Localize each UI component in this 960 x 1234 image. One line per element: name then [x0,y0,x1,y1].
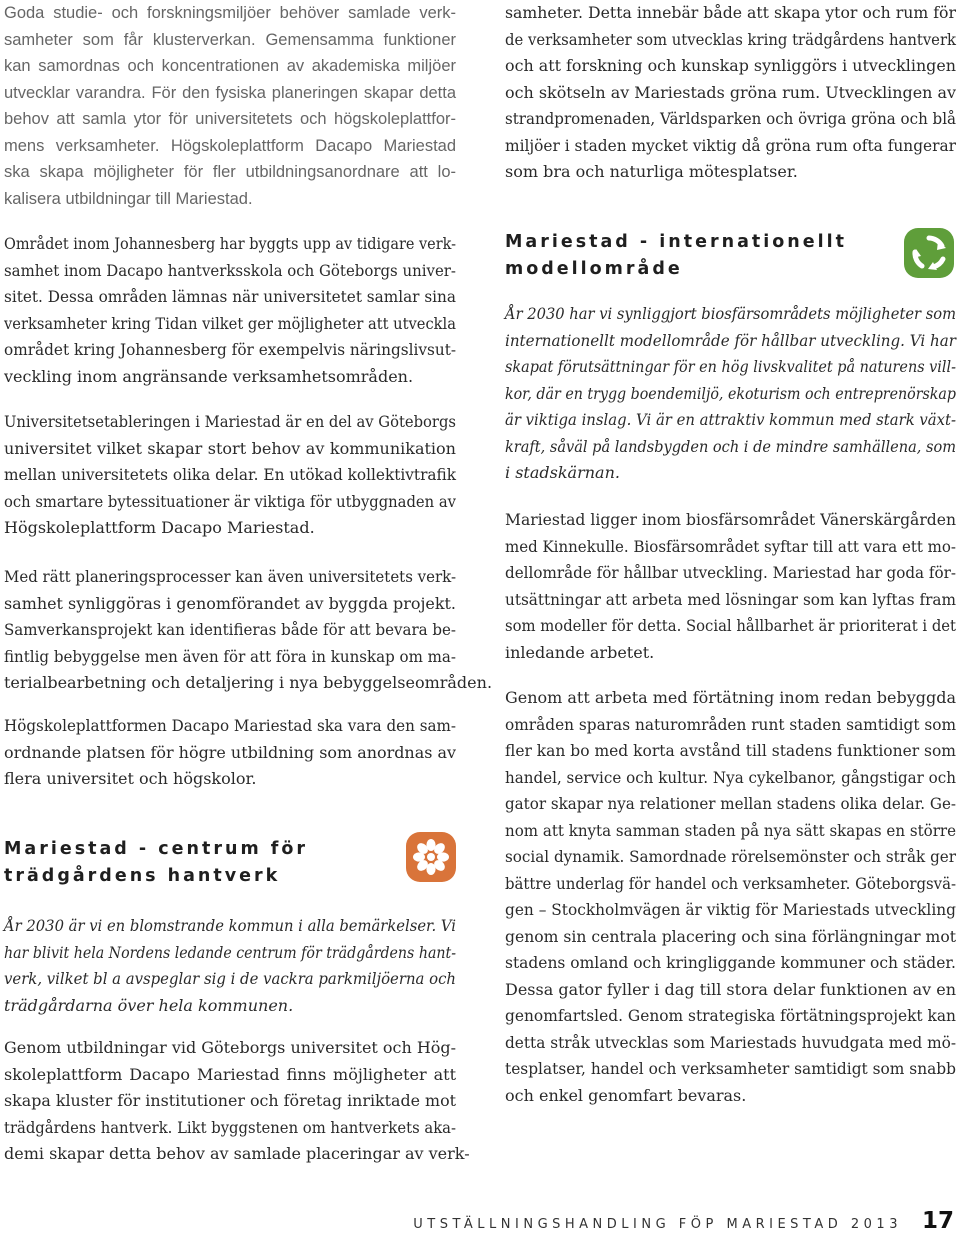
text-line: Samverkansprojekt kan identifieras både för att bevara be- [4,620,457,639]
text-line: samhet synliggöras i genomförandet av byggda projekt. [4,593,456,613]
text-line: Goda studie- och forskningsmiljöer behöver samlade verk- [4,4,457,22]
text-line: miljöer i staden mycket viktig då gröna rum ofta fungerar [505,135,956,155]
text-line: universitet vilket skapar stort behov av kommunikation [4,438,456,458]
paragraph-biosphere [505,507,956,666]
text-line: och smartare bytessituationer är viktiga för utbyggnaden av [4,491,456,511]
text-line: har blivit hela Nordens ledande centrum för trädgårdens hant- [4,942,457,962]
text-line: År 2030 har vi synliggjort biosfärsområdets möjligheter som [505,304,957,323]
vision-garden-crafts [4,913,456,1019]
text-line: dellområde för hållbar utveckling. Mariestad har goda för- [505,563,957,582]
text-line: ska skapa möjligheter för fler utbildningsanordnare att lo- [4,163,457,181]
text-line: utsättningar att arbeta med lösningar som kan lyftas fram [505,589,956,609]
text-line: nom att knyta samman staden på nya sätt skapas en större [505,820,957,840]
page-footer [413,1208,954,1234]
text-line: kan samordnas och koncentrationen av akademiska miljöer [4,57,456,75]
page-number: 17 [921,1208,954,1234]
text-line: mens verksamheter. Högskoleplattform Dacapo Mariestad [4,136,457,155]
text-line: flera universitet och högskolor. [4,769,257,788]
text-line: gen – Stockholmvägen är viktig för Mariestads utveckling [505,900,956,919]
text-line: Området inom Johannesberg har byggts upp av tidigare verk- [4,234,457,253]
text-line: och att forskning och kunskap synliggörs i utvecklingen [505,56,956,75]
text-line: samheter. Detta innebär både att skapa ytor och rum för [505,3,956,22]
text-line: trädgårdarna över hela kommunen. [4,995,294,1015]
text-line: kalisera utbildningar till Mariestad. [4,189,253,208]
text-line: och skötseln av Mariestads gröna rum. Utvecklingen av [505,82,957,102]
text-line: demi skapar detta behov av samlade placeringar av verk- [4,1144,470,1163]
heading-line: Mariestad - internationellt [505,232,847,252]
vision-model-area [505,301,956,487]
text-line: År 2030 är vi en blomstrande kommun i alla bemärkelser. Vi [4,916,456,935]
paragraph-clusters [4,0,456,212]
text-line: och enkel genomfart bevaras. [505,1085,747,1105]
heading-line: Mariestad - centrum för [4,839,309,859]
text-line: Med rätt planeringsprocesser kan även universitetets verk- [4,567,457,586]
text-line: samheter som får klusterverkan. Gemensamma funktioner [4,30,456,49]
text-line: fler kan bo med korta avstånd till stadens funktioner som [505,741,956,760]
text-line: terialbearbetning och detaljering i nya bebyggelseområden. [4,673,493,692]
text-line: Högskoleplattform Dacapo Mariestad. [4,518,315,537]
paragraph-densification [505,685,956,1109]
text-line: som bra och naturliga mötesplatser. [505,162,798,181]
text-line: fintlig bebyggelse men även för att föra in kunskap om ma- [4,646,456,666]
text-line: inledande arbetet. [505,642,655,662]
text-line: gator skapar nya relationer mellan stadens olika delar. Ge- [505,794,956,813]
recycle-icon [904,228,954,278]
paragraph-planning [4,564,493,697]
text-line: sitet. Dessa områden lämnas när universitetet samlar sina [4,287,456,306]
text-line: kraft, såväl på landsbygden och i de mindre samhällena, som [505,436,957,456]
heading-garden-crafts [4,836,308,890]
flower-icon [406,832,456,882]
text-line: de verksamheter som utvecklas kring trädgårdens hantverk [505,29,957,49]
text-line: internationellt modellområde för hållbar utveckling. Vi har [505,330,957,350]
text-line: trädgårdens hantverk. Likt byggstenen om hantverkets aka- [4,1117,456,1137]
heading-model-area [505,229,847,283]
text-line: detta stråk utvecklas som Mariestads huvudgata med mö- [505,1032,957,1052]
text-line: veckling inom angränsande verksamhetsområden. [4,366,414,386]
text-line: utvecklar varandra. För den fysiska planeringen skapar detta [4,83,457,102]
text-line: skapat förutsättningar för en hög livskvalitet på naturens vill- [505,357,956,376]
text-line: Mariestad ligger inom biosfärsområdet Vänerskärgården [505,510,957,529]
text-line: områden sparas naturområden runt staden samtidigt som [505,714,957,734]
heading-line: modellområde [505,259,683,279]
text-line: genom sin centrala placering och sina förlängningar mot [505,926,957,946]
text-line: ordnande platsen för högre utbildning som anordnas av [4,742,457,762]
text-line: Dessa gator fyller i dag till stora delar funktionen av en [505,979,957,999]
paragraph-green-spaces [505,0,956,186]
text-line: i stadskärnan. [505,463,620,482]
paragraph-education-clusters [4,1035,470,1168]
text-line: genomfartsled. Genom strategiska förtätningsprojekt kan [505,1006,956,1025]
text-line: bättre underlag för handel och verksamheter. Göteborgsvä- [505,873,957,893]
text-line: verksamheter kring Tidan vilket ger möjligheter att utveckla [4,313,456,333]
text-line: Universitetsetableringen i Mariestad är en del av Göteborgs [4,412,456,431]
text-line: är viktiga inslag. Vi är en attraktiv kommun med stark växt- [505,410,956,429]
text-line: mellan universitetets olika delar. En utökad kollektivtrafik [4,465,456,484]
paragraph-communication [4,409,456,542]
text-line: skoleplattform Dacapo Mariestad finns möjligheter att [4,1064,457,1084]
text-line: samhet inom Dacapo hantverksskola och Göteborgs univer- [4,260,456,280]
paragraph-johannesberg [4,231,456,390]
text-line: Genom att arbeta med förtätning inom redan bebyggda [505,688,957,707]
text-line: kor, där en trygg boendemiljö, ekoturism och entreprenörskap [505,383,956,403]
text-line: stadens omland och kringliggande kommuner och städer. [505,953,956,972]
paragraph-dacapo [4,713,456,793]
text-line: skapa kluster för institutioner och företag inriktade mot [4,1091,456,1110]
text-line: området kring Johannesberg för exempelvis näringslivsut- [4,340,457,359]
text-line: handel, service och kultur. Nya cykelbanor, gångstigar och [505,767,956,787]
heading-line: trädgårdens hantverk [4,866,281,886]
text-line: verk, vilket bl a avspeglar sig i de vackra parkmiljöerna och [4,969,456,988]
document-title: UTSTÄLLNINGSHANDLING FÖP MARIESTAD 2013 [413,1217,902,1232]
text-line: som modeller för detta. Social hållbarhet är prioriterat i det [505,616,957,635]
text-line: med Kinnekulle. Biosfärsområdet syftar till att vara ett mo- [505,536,956,556]
text-line: Genom utbildningar vid Göteborgs universitet och Hög- [4,1038,456,1057]
text-line: tesplatser, handel och verksamheter samtidigt som snabb [505,1059,957,1078]
text-line: social dynamik. Samordnade rörelsemönster och stråk ger [505,847,957,866]
text-line: behov att samla ytor för universitetets och högskoleplattfor- [4,110,456,128]
text-line: Högskoleplattformen Dacapo Mariestad ska vara den sam- [4,716,457,735]
text-line: strandpromenaden, Världsparken och övriga gröna och blå [505,109,957,128]
